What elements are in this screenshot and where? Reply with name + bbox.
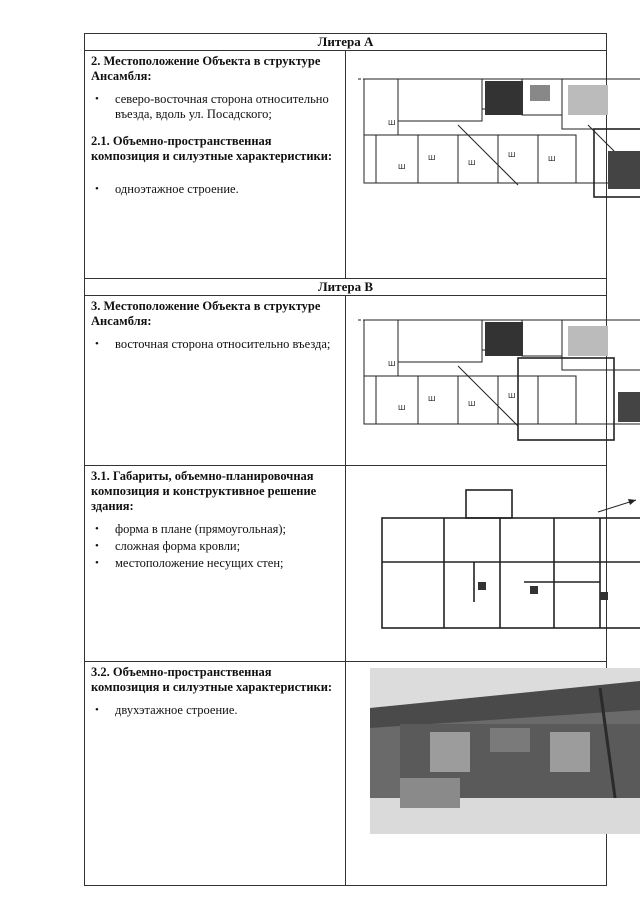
- section-3-list: [91, 337, 339, 352]
- svg-text:Ш: Ш: [388, 119, 396, 127]
- litera-b-header: Литера В: [85, 279, 607, 296]
- photo-cell: [346, 662, 607, 886]
- document-table: [84, 33, 607, 886]
- site-plan-a-cell: [346, 51, 607, 279]
- site-plan-b-image: [358, 306, 640, 454]
- section-32-heading: 3.2. Объемно-пространственная композиция и силуэтные характеристики:: [91, 665, 333, 694]
- svg-text:Ш: Ш: [398, 404, 406, 412]
- building-photo-image: [370, 668, 640, 834]
- svg-text:Ш: Ш: [508, 151, 516, 159]
- section-2-list: [91, 92, 339, 122]
- section-2-cell: [85, 51, 346, 279]
- section-2-bullet: • северо-восточная сторона относительно въезда, вдоль ул. Посадского;: [91, 92, 339, 122]
- svg-text:Ш: Ш: [468, 400, 476, 408]
- svg-text:Ш: Ш: [508, 392, 516, 400]
- section-3-cell: [85, 296, 346, 466]
- section-32-list: [91, 703, 339, 718]
- section-3-heading: 3. Местоположение Объекта в структуре Ансамбля:: [91, 299, 321, 328]
- section-31-bullet-2: • сложная форма кровли;: [91, 539, 339, 554]
- floor-plan-image: [374, 482, 640, 642]
- section-2-heading: 2. Местоположение Объекта в структуре Ансамбля:: [91, 54, 321, 83]
- svg-text:Ш: Ш: [548, 155, 556, 163]
- section-21-list: [91, 182, 339, 197]
- litera-a-header: Литера А: [85, 34, 607, 51]
- section-3-bullet: • восточная сторона относительно въезда;: [91, 337, 339, 352]
- section-32-cell: [85, 662, 346, 886]
- section-31-bullet-1: • форма в плане (прямоугольная);: [91, 522, 339, 537]
- section-31-heading: 3.1. Габариты, объемно-планировочная композиция и конструктивное решение здания:: [91, 469, 317, 513]
- section-21-bullet: • одноэтажное строение.: [91, 182, 339, 197]
- section-32-bullet: • двухэтажное строение.: [91, 703, 339, 718]
- section-31-bullet-3: • местоположение несущих стен;: [91, 556, 339, 571]
- svg-text:Ш: Ш: [398, 163, 406, 171]
- section-31-list: [91, 522, 339, 571]
- site-plan-b-cell: [346, 296, 607, 466]
- section-31-cell: [85, 466, 346, 662]
- section-21-heading: 2.1. Объемно-пространственная композиция и силуэтные характеристики:: [91, 134, 333, 163]
- floor-plan-cell: [346, 466, 607, 662]
- svg-text:Ш: Ш: [468, 159, 476, 167]
- svg-text:Ш: Ш: [388, 360, 396, 368]
- svg-text:Ш: Ш: [428, 395, 436, 403]
- site-plan-a-image: [358, 65, 640, 213]
- svg-text:Ш: Ш: [428, 154, 436, 162]
